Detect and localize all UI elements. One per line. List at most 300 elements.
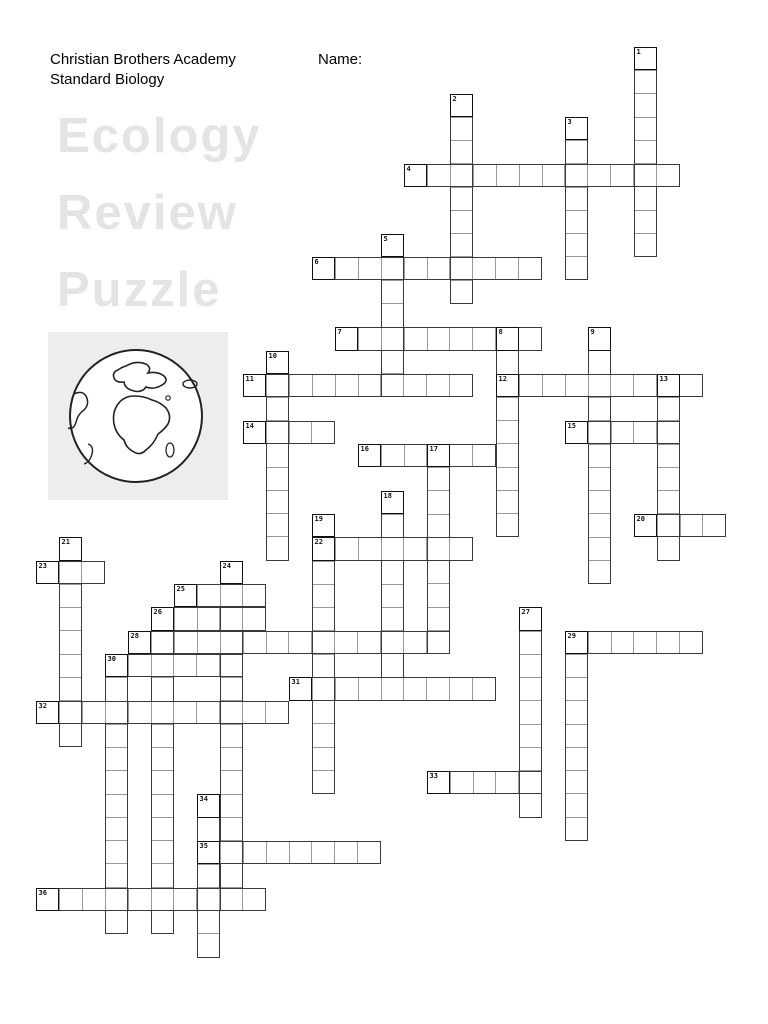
answer-cell[interactable] [313,585,334,608]
word-11-across [243,374,473,397]
clue-number-cell-9[interactable] [588,327,611,350]
answer-cell[interactable] [427,375,450,396]
answer-cell[interactable] [174,655,197,676]
answer-cell[interactable] [267,842,290,863]
clue-number-cell-27[interactable] [519,607,542,630]
answer-cell[interactable] [450,445,473,466]
answer-cell[interactable] [312,422,334,443]
answer-cell[interactable] [313,771,334,793]
word-22-across [312,537,473,560]
clue-number-label: 28 [130,631,139,640]
answer-cell[interactable] [152,725,173,748]
answer-cell[interactable] [152,818,173,841]
answer-cell[interactable] [657,632,680,653]
answer-cell[interactable] [60,724,81,746]
answer-cell[interactable] [336,538,359,559]
answer-cell[interactable] [60,702,83,723]
answer-cell[interactable] [474,165,497,186]
answer-cell[interactable] [497,444,518,467]
answer-cell[interactable] [359,258,382,279]
answer-cell[interactable] [658,445,679,468]
answer-cell[interactable] [566,234,587,257]
answer-cell[interactable] [405,445,428,466]
answer-cell[interactable] [496,258,519,279]
answer-cell[interactable] [566,794,587,817]
answer-cell[interactable] [313,375,336,396]
answer-cell[interactable] [473,445,495,466]
answer-cell[interactable] [221,795,242,818]
answer-cell[interactable] [566,655,587,678]
answer-cell[interactable] [589,632,612,653]
answer-cell[interactable] [267,422,290,443]
answer-cell[interactable] [221,864,242,887]
answer-cell[interactable] [129,889,152,910]
answer-cell[interactable] [566,188,587,211]
answer-cell[interactable] [520,678,541,701]
answer-cell[interactable] [589,514,610,537]
answer-cell[interactable] [428,608,449,631]
answer-cell[interactable] [497,468,518,491]
answer-cell[interactable] [221,632,244,653]
answer-cell[interactable] [382,608,403,631]
answer-cell[interactable] [428,561,449,584]
answer-cell[interactable] [520,165,543,186]
answer-cell[interactable] [152,702,175,723]
answer-cell[interactable] [312,632,335,653]
clue-number-cell-26[interactable] [151,607,174,630]
answer-cell[interactable] [174,702,197,723]
answer-cell[interactable] [60,889,83,910]
clue-number-cell-19[interactable] [312,514,335,537]
clue-number-cell-28[interactable] [128,631,151,654]
answer-cell[interactable] [497,165,520,186]
answer-cell[interactable] [565,165,588,186]
answer-cell[interactable] [106,771,127,794]
answer-cell[interactable] [658,468,679,491]
answer-cell[interactable] [221,725,242,748]
answer-cell[interactable] [359,328,382,349]
answer-cell[interactable] [198,818,219,841]
clue-number-cell-33[interactable] [427,771,450,794]
answer-cell[interactable] [405,328,428,349]
answer-cell[interactable] [152,841,173,864]
answer-cell[interactable] [520,794,541,816]
answer-cell[interactable] [359,538,382,559]
answer-cell[interactable] [382,445,405,466]
answer-cell[interactable] [428,515,449,538]
clue-number-cell-36[interactable] [36,888,59,911]
name-label: Name: [318,51,363,68]
answer-cell[interactable] [220,702,243,723]
answer-cell[interactable] [243,585,265,606]
answer-cell[interactable] [451,772,474,793]
clue-number-cell-5[interactable] [381,234,404,257]
answer-cell[interactable] [451,118,472,141]
answer-cell[interactable] [519,328,541,349]
answer-cell[interactable] [520,655,541,678]
answer-cell[interactable] [83,702,106,723]
answer-cell[interactable] [220,655,242,676]
answer-cell[interactable] [382,328,405,349]
answer-cell[interactable] [589,491,610,514]
answer-cell[interactable] [382,304,403,327]
answer-cell[interactable] [566,818,587,840]
answer-cell[interactable] [473,678,495,699]
answer-cell[interactable] [243,889,265,910]
answer-cell[interactable] [450,538,472,559]
answer-cell[interactable] [220,608,243,629]
answer-cell[interactable] [658,515,681,536]
answer-cell[interactable] [450,258,473,279]
answer-cell[interactable] [175,632,198,653]
clue-number-cell-10[interactable] [266,351,289,374]
answer-cell[interactable] [221,771,242,794]
answer-cell[interactable] [267,398,288,421]
answer-cell[interactable] [152,748,173,771]
answer-cell[interactable] [221,585,244,606]
answer-cell[interactable] [427,678,450,699]
answer-cell[interactable] [634,632,657,653]
answer-cell[interactable] [382,515,403,538]
answer-cell[interactable] [428,468,449,491]
answer-cell[interactable] [60,608,81,631]
answer-cell[interactable] [106,818,127,841]
answer-cell[interactable] [566,701,587,724]
answer-cell[interactable] [680,632,702,653]
answer-cell[interactable] [381,375,404,396]
answer-cell[interactable] [60,655,81,678]
clue-number-cell-20[interactable] [634,514,657,537]
answer-cell[interactable] [589,538,610,561]
answer-cell[interactable] [335,632,358,653]
answer-cell[interactable] [520,701,541,724]
clue-number-cell-18[interactable] [381,491,404,514]
answer-cell[interactable] [428,584,449,607]
answer-cell[interactable] [427,538,450,559]
clue-number-cell-24[interactable] [220,561,243,584]
watermark-line: Review [57,186,238,240]
answer-cell[interactable] [243,608,265,629]
answer-cell[interactable] [634,375,657,396]
answer-cell[interactable] [611,375,634,396]
answer-cell[interactable] [611,165,634,186]
answer-cell[interactable] [404,375,427,396]
answer-cell[interactable] [589,422,612,443]
answer-cell[interactable] [589,468,610,491]
answer-cell[interactable] [198,585,221,606]
clue-number-cell-29[interactable] [565,631,588,654]
clue-number-cell-6[interactable] [312,257,335,280]
answer-cell[interactable] [657,422,679,443]
answer-cell[interactable] [589,398,610,421]
answer-cell[interactable] [106,748,127,771]
answer-cell[interactable] [152,889,175,910]
clue-number-cell-4[interactable] [404,164,427,187]
clue-number-label: 10 [268,351,277,360]
answer-cell[interactable] [382,258,405,279]
answer-cell[interactable] [428,165,451,186]
answer-cell[interactable] [106,911,127,933]
answer-cell[interactable] [221,678,242,701]
clue-number-cell-31[interactable] [289,677,312,700]
answer-cell[interactable] [497,514,518,536]
answer-cell[interactable] [290,842,313,863]
answer-cell[interactable] [197,655,220,676]
answer-cell[interactable] [543,375,566,396]
answer-cell[interactable] [566,141,587,164]
answer-cell[interactable] [82,562,104,583]
answer-cell[interactable] [129,702,152,723]
answer-cell[interactable] [404,632,427,653]
answer-cell[interactable] [589,561,610,583]
answer-cell[interactable] [658,398,679,421]
answer-cell[interactable] [658,537,679,559]
answer-cell[interactable] [566,771,587,794]
answer-cell[interactable] [83,889,106,910]
answer-cell[interactable] [520,725,541,748]
clue-number-cell-8[interactable] [496,327,519,350]
answer-cell[interactable] [152,678,173,701]
answer-cell[interactable] [336,678,359,699]
answer-cell[interactable] [612,422,635,443]
clue-number-cell-17[interactable] [427,444,450,467]
answer-cell[interactable] [221,842,244,863]
answer-cell[interactable] [267,444,288,467]
answer-cell[interactable] [589,375,612,396]
answer-cell[interactable] [496,772,519,793]
answer-cell[interactable] [359,375,382,396]
clue-number-cell-12[interactable] [496,374,519,397]
answer-cell[interactable] [612,632,635,653]
answer-cell[interactable] [267,514,288,537]
answer-cell[interactable] [267,468,288,491]
answer-cell[interactable] [106,864,127,887]
answer-cell[interactable] [313,655,334,678]
answer-cell[interactable] [681,515,704,536]
answer-cell[interactable] [497,491,518,514]
answer-cell[interactable] [566,725,587,748]
answer-cell[interactable] [589,351,610,374]
answer-cell[interactable] [312,842,335,863]
answer-cell[interactable] [382,561,403,584]
answer-cell[interactable] [174,889,197,910]
answer-cell[interactable] [313,748,334,771]
answer-cell[interactable] [474,772,497,793]
answer-cell[interactable] [635,187,656,210]
answer-cell[interactable] [382,654,403,677]
answer-cell[interactable] [106,678,127,701]
answer-cell[interactable] [335,842,358,863]
answer-cell[interactable] [635,118,656,141]
answer-cell[interactable] [60,678,81,701]
answer-cell[interactable] [152,911,173,933]
answer-cell[interactable] [243,702,266,723]
answer-cell[interactable] [60,562,83,583]
answer-cell[interactable] [244,842,267,863]
answer-cell[interactable] [289,632,312,653]
answer-cell[interactable] [635,234,656,256]
answer-cell[interactable] [428,328,451,349]
answer-cell[interactable] [635,211,656,234]
answer-cell[interactable] [267,375,290,396]
answer-cell[interactable] [358,842,380,863]
answer-cell[interactable] [520,632,541,655]
answer-cell[interactable] [267,632,290,653]
answer-cell[interactable] [451,165,474,186]
answer-cell[interactable] [451,281,472,303]
answer-cell[interactable] [267,491,288,514]
answer-cell[interactable] [635,94,656,117]
answer-cell[interactable] [198,608,221,629]
answer-cell[interactable] [60,631,81,654]
clue-number-cell-30[interactable] [105,654,128,677]
answer-cell[interactable] [198,865,219,888]
answer-cell[interactable] [221,748,242,771]
answer-cell[interactable] [106,725,127,748]
word-4-across [404,164,680,187]
answer-cell[interactable] [106,889,129,910]
word-31-across [289,677,496,700]
answer-cell[interactable] [497,351,518,374]
answer-cell[interactable] [566,211,587,234]
answer-cell[interactable] [635,71,656,94]
answer-cell[interactable] [152,864,173,887]
answer-cell[interactable] [451,188,472,211]
answer-cell[interactable] [451,141,472,164]
answer-cell[interactable] [290,422,313,443]
answer-cell[interactable] [313,678,336,699]
answer-cell[interactable] [382,281,403,304]
answer-cell[interactable] [290,375,313,396]
answer-cell[interactable] [634,422,657,443]
answer-cell[interactable] [589,445,610,468]
answer-cell[interactable] [266,702,288,723]
answer-cell[interactable] [566,257,587,279]
answer-cell[interactable] [657,165,679,186]
answer-cell[interactable] [405,258,428,279]
answer-cell[interactable] [520,748,541,771]
answer-cell[interactable] [152,632,175,653]
answer-cell[interactable] [427,632,449,653]
answer-cell[interactable] [543,165,566,186]
answer-cell[interactable] [198,934,219,956]
answer-cell[interactable] [313,701,334,724]
answer-cell[interactable] [497,398,518,421]
answer-cell[interactable] [313,608,334,631]
answer-cell[interactable] [175,608,198,629]
clue-number-cell-34[interactable] [197,794,220,817]
answer-cell[interactable] [152,795,173,818]
answer-cell[interactable] [519,258,541,279]
answer-cell[interactable] [106,702,129,723]
clue-number-cell-23[interactable] [36,561,59,584]
answer-cell[interactable] [634,165,657,186]
answer-cell[interactable] [519,772,541,793]
clue-number-label: 29 [567,631,576,640]
answer-cell[interactable] [152,655,175,676]
answer-cell[interactable] [382,538,405,559]
answer-cell[interactable] [359,678,382,699]
answer-cell[interactable] [588,165,611,186]
answer-cell[interactable] [382,678,405,699]
answer-cell[interactable] [313,724,334,747]
answer-cell[interactable] [221,818,242,841]
answer-cell[interactable] [382,351,403,374]
clue-number-cell-7[interactable] [335,327,358,350]
clue-number-cell-35[interactable] [197,841,220,864]
clue-number-cell-32[interactable] [36,701,59,724]
answer-cell[interactable] [106,795,127,818]
answer-cell[interactable] [680,375,702,396]
answer-cell[interactable] [566,748,587,771]
clue-number-cell-22[interactable] [312,537,335,560]
clue-number-label: 24 [222,561,231,570]
answer-cell[interactable] [566,678,587,701]
answer-cell[interactable] [658,491,679,514]
answer-cell[interactable] [497,421,518,444]
answer-cell[interactable] [473,258,496,279]
clue-number-cell-2[interactable] [450,94,473,117]
answer-cell[interactable] [267,537,288,559]
answer-cell[interactable] [336,375,359,396]
answer-cell[interactable] [520,375,543,396]
clue-number-label: 21 [61,538,70,547]
answer-cell[interactable] [198,632,221,653]
answer-cell[interactable] [451,211,472,234]
answer-cell[interactable] [197,889,220,910]
answer-cell[interactable] [404,538,427,559]
word-8-down [496,327,519,537]
answer-cell[interactable] [381,632,404,653]
answer-cell[interactable] [106,841,127,864]
answer-cell[interactable] [450,328,473,349]
course-name: Standard Biology [50,71,165,88]
answer-cell[interactable] [336,258,359,279]
clue-number-cell-14[interactable] [243,421,266,444]
answer-cell[interactable] [635,141,656,164]
answer-cell[interactable] [129,655,152,676]
answer-cell[interactable] [198,911,219,934]
answer-cell[interactable] [244,632,267,653]
answer-cell[interactable] [450,678,473,699]
clue-number-cell-25[interactable] [174,584,197,607]
answer-cell[interactable] [428,491,449,514]
clue-number-cell-3[interactable] [565,117,588,140]
answer-cell[interactable] [220,889,243,910]
answer-cell[interactable] [313,562,334,585]
clue-number-cell-13[interactable] [657,374,680,397]
answer-cell[interactable] [60,585,81,608]
answer-cell[interactable] [152,771,173,794]
answer-cell[interactable] [382,585,403,608]
clue-number-cell-15[interactable] [565,421,588,444]
clue-number-cell-16[interactable] [358,444,381,467]
word-35-across [197,841,381,864]
answer-cell[interactable] [197,702,220,723]
answer-cell[interactable] [703,515,725,536]
answer-cell[interactable] [358,632,381,653]
answer-cell[interactable] [473,328,496,349]
answer-cell[interactable] [428,258,451,279]
watermark-line: Ecology [57,109,262,163]
answer-cell[interactable] [404,678,427,699]
clue-number-cell-11[interactable] [243,374,266,397]
answer-cell[interactable] [451,234,472,257]
clue-number-cell-21[interactable] [59,537,82,560]
answer-cell[interactable] [566,375,589,396]
clue-number-cell-1[interactable] [634,47,657,70]
answer-cell[interactable] [450,375,472,396]
